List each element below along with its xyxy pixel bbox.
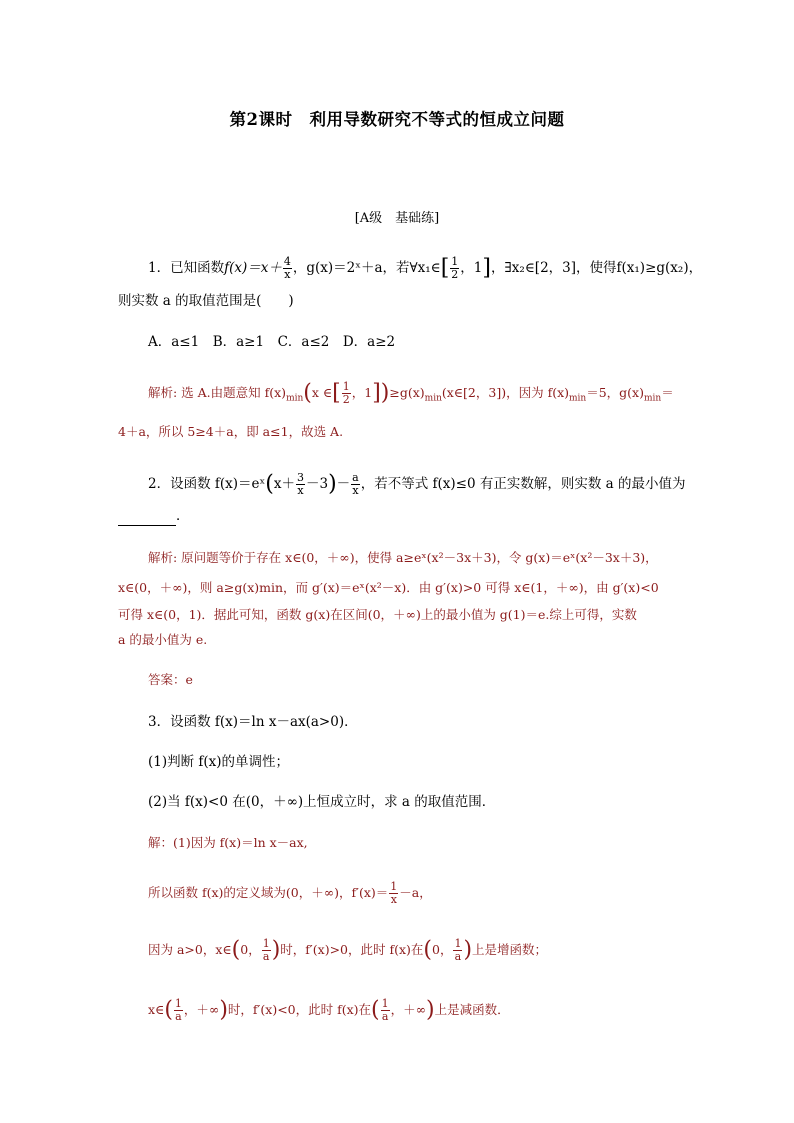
question-1-solution: 解析: 选 A.由题意知 $f(x)_{min}(x$ ∈[ $\frac{1}{2}$ ，$1])\ge g(x)_{min}(x\in[2$，3])，因为 $f(x)_{min}=5$，$g(x)_{min}=$ bbox=[148, 380, 674, 406]
question-1-solution-line2: 4＋a，所以 5≥4＋a，即 a≤1，故选 A. bbox=[118, 424, 344, 439]
question-2-answer-blank: ． bbox=[118, 506, 190, 526]
question-1-line2: 则实数 a 的取值范围是( ) bbox=[118, 293, 294, 309]
question-3-part1: (1)判断 f(x)的单调性； bbox=[148, 754, 290, 770]
question-3-solution-line1: 解：(1)因为 f(x)＝ln x－ax, bbox=[148, 835, 308, 850]
question-3-solution-line3: 因为 a>0，x∈(0， $\frac{1}{a}$ )时，f′(x)>0，此时 f(x)在(0， $\frac{1}{a}$ )上是增函数； bbox=[148, 937, 548, 963]
question-1-options: A．a≤1 B．a≥1 C．a≤2 D．a≥2 bbox=[148, 334, 396, 350]
section-heading: [A级 基础练] bbox=[354, 211, 440, 226]
question-2-solution-line3: 可得 x∈(0，1)．据此可知，函数 g(x)在区间(0，＋∞)上的最小值为 g(1)＝e.综上可得，实数 bbox=[118, 607, 637, 622]
question-1-stem: 1．已知函数f(x)＝x＋ $\frac{4}{x}$ ，g(x)＝2ˣ＋a，若∀x₁∈[ $\frac{1}{2}$ ，1]，∃x₂∈[2，3]，使得f(x₁)≥g(x₂)， bbox=[148, 255, 703, 281]
fraction: $\frac{1}{2}$ bbox=[451, 255, 459, 281]
question-3-solution-line2: 所以函数 f(x)的定义域为(0，＋∞)，f′(x)＝ $\frac{1}{x}$ －a， bbox=[148, 880, 432, 906]
fraction: $\frac{4}{x}$ bbox=[283, 255, 291, 281]
question-3-part2: (2)当 f(x)<0 在(0，＋∞)上恒成立时，求 a 的取值范围． bbox=[148, 794, 496, 810]
question-2-stem: 2．设函数 f(x)＝eˣ(x＋ $\frac{3}{x}$ －3)－ $\frac{a}{x}$ ，若不等式 f(x)≤0 有正实数解，则实数 a 的最小值为 bbox=[148, 471, 686, 497]
question-3-stem: 3．设函数 f(x)＝ln x－ax(a>0)． bbox=[148, 714, 358, 730]
question-2-solution-line4: a 的最小值为 e. bbox=[118, 632, 208, 647]
question-2-solution-line2: x∈(0，＋∞)，则 a≥g(x)min，而 g′(x)＝eˣ(x²－x)．由 g′(x)>0 可得 x∈(1，＋∞)，由 g′(x)<0 bbox=[118, 580, 659, 595]
question-2-answer: 答案：e bbox=[148, 672, 193, 687]
question-2-solution-line1: 解析: 原问题等价于存在 x∈(0，＋∞)，使得 a≥eˣ(x²－3x＋3)，令 g(x)＝eˣ(x²－3x＋3)， bbox=[148, 550, 658, 565]
page-title: 第2课时 利用导数研究不等式的恒成立问题 bbox=[229, 110, 565, 129]
question-3-solution-line4: x∈( $\frac{1}{a}$ ，＋∞)时，f′(x)<0，此时 f(x)在( $\frac{1}{a}$ ，＋∞)上是减函数． bbox=[148, 997, 510, 1023]
